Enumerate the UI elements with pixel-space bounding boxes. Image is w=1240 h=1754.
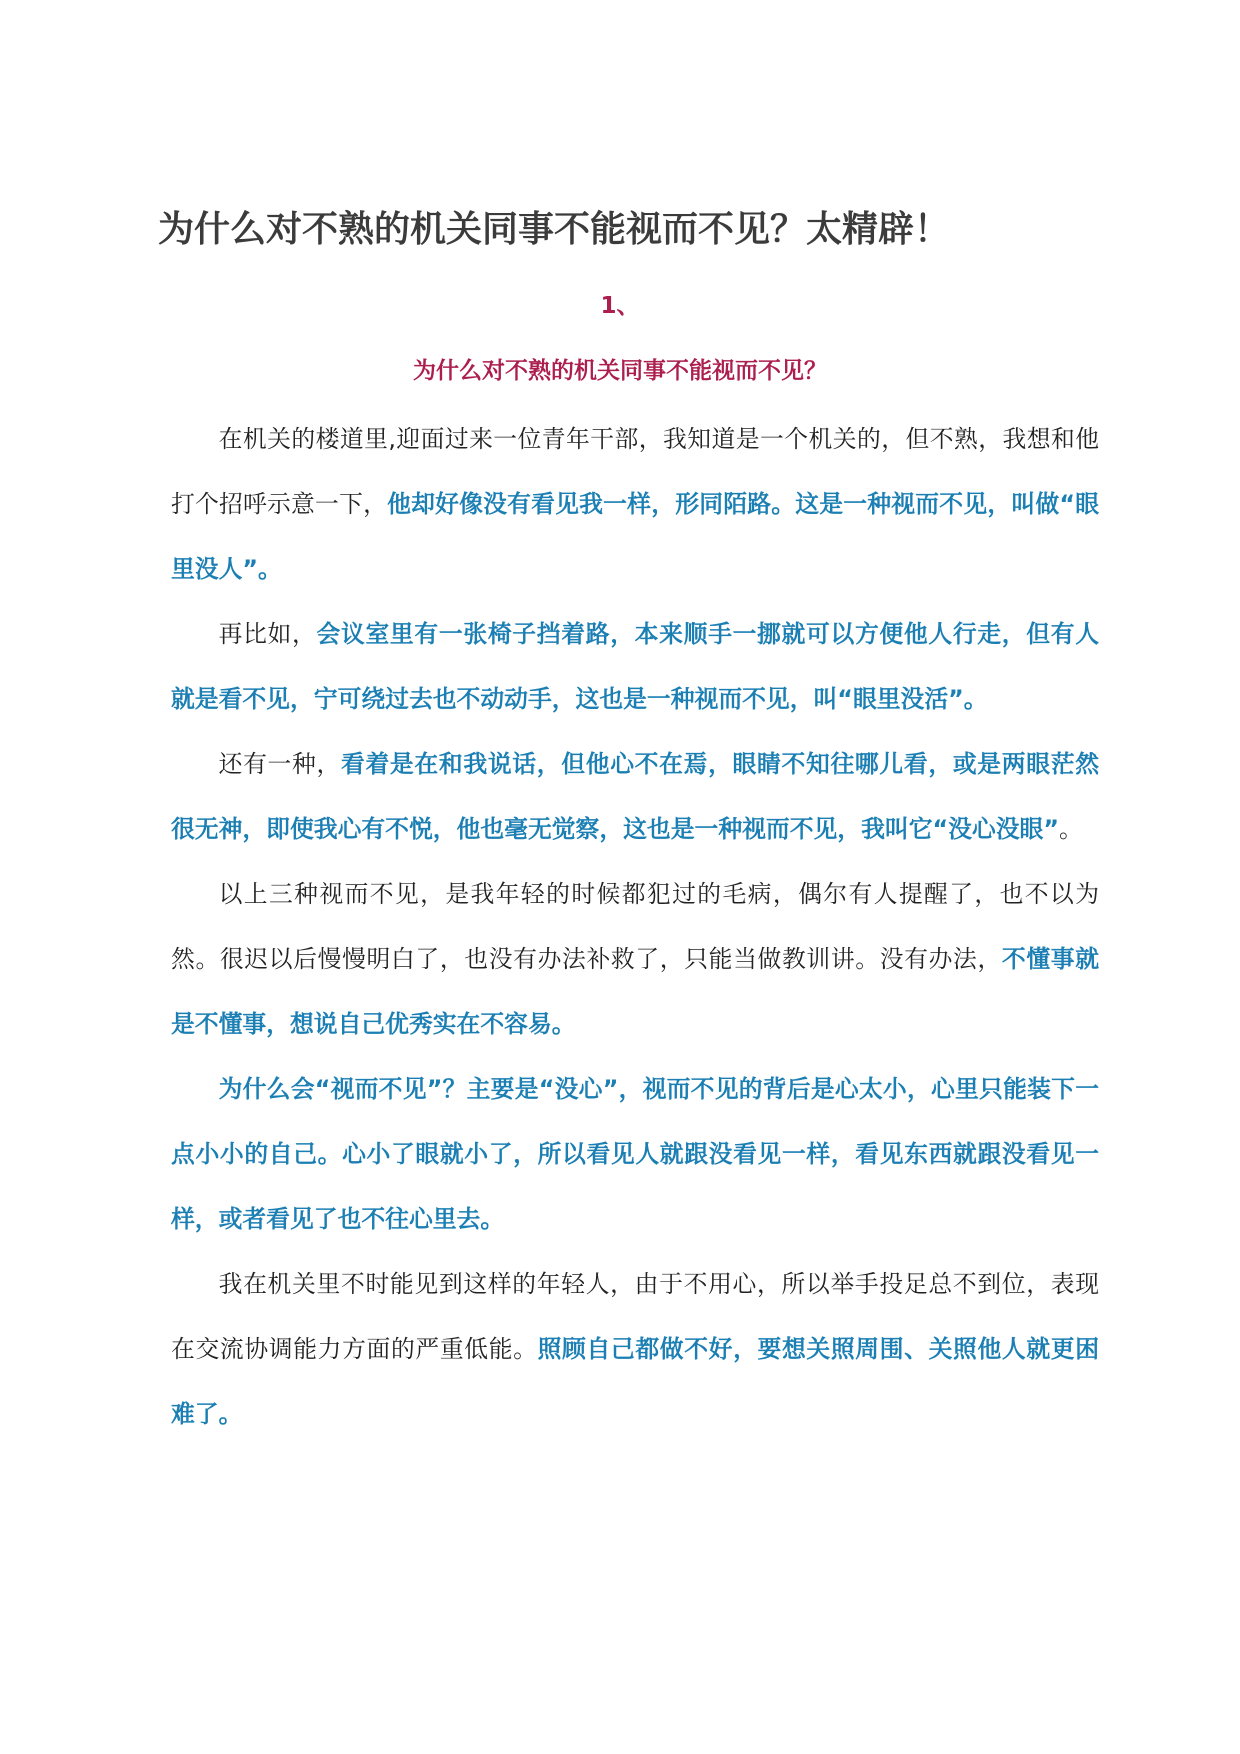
- paragraph: [171, 602, 1099, 732]
- article-body: [171, 407, 1099, 1447]
- paragraph: [171, 862, 1099, 1057]
- paragraph: [171, 1252, 1099, 1447]
- paragraph-text: 在机关的楼道里,迎面过来一位青年干部，我知道是一个机关的，但不熟，我想和他打个招呼示意一下，: [171, 425, 1099, 518]
- paragraph-highlight: 会议室里有一张椅子挡着路，本来顺手一挪就可以方便他人行走，但有人就是看不见，宁可绕过去也不动动手，这也是一种视而不见，叫“眼里没活”。: [171, 620, 1100, 713]
- paragraph-text: 以上三种视而不见，是我年轻的时候都犯过的毛病，偶尔有人提醒了，也不以为然。很迟以后慢慢明白了，也没有办法补救了，只能当做教训讲。没有办法，: [171, 880, 1099, 973]
- paragraph-tail: 。: [1058, 815, 1083, 843]
- paragraph-highlight: 为什么会“视而不见”？主要是“没心”，视而不见的背后是心太小，心里只能装下一点小小的自己。心小了眼就小了，所以看见人就跟没看见一样，看见东西就跟没看见一样，或者看见了也不往心里去。: [171, 1075, 1099, 1233]
- paragraph-text: 我在机关里不时能见到这样的年轻人，由于不用心，所以举手投足总不到位，表现在交流协调能力方面的严重低能。: [171, 1270, 1099, 1363]
- paragraph-highlight: 他却好像没有看见我一样，形同陌路。这是一种视而不见，叫做“眼里没人”。: [171, 490, 1100, 583]
- paragraph-highlight: 照顾自己都做不好，要想关照周围、关照他人就更困难了。: [171, 1335, 1100, 1428]
- paragraph-highlight: 不懂事就是不懂事，想说自己优秀实在不容易。: [171, 945, 1100, 1038]
- paragraph: [171, 732, 1099, 862]
- paragraph-highlight: 看着是在和我说话，但他心不在焉，眼睛不知往哪儿看，或是两眼茫然很无神，即使我心有不悦，他也毫无觉察，这也是一种视而不见，我叫它“没心没眼”: [171, 750, 1099, 843]
- paragraph-text: 再比如，: [218, 620, 317, 648]
- document-title: 为什么对不熟的机关同事不能视而不见？太精辟！: [158, 209, 951, 250]
- section-heading: 为什么对不熟的机关同事不能视而不见？: [413, 358, 827, 384]
- paragraph: [171, 1057, 1099, 1252]
- section-number: 1、: [600, 293, 640, 319]
- paragraph-text: 还有一种，: [218, 750, 341, 778]
- paragraph: [171, 407, 1099, 602]
